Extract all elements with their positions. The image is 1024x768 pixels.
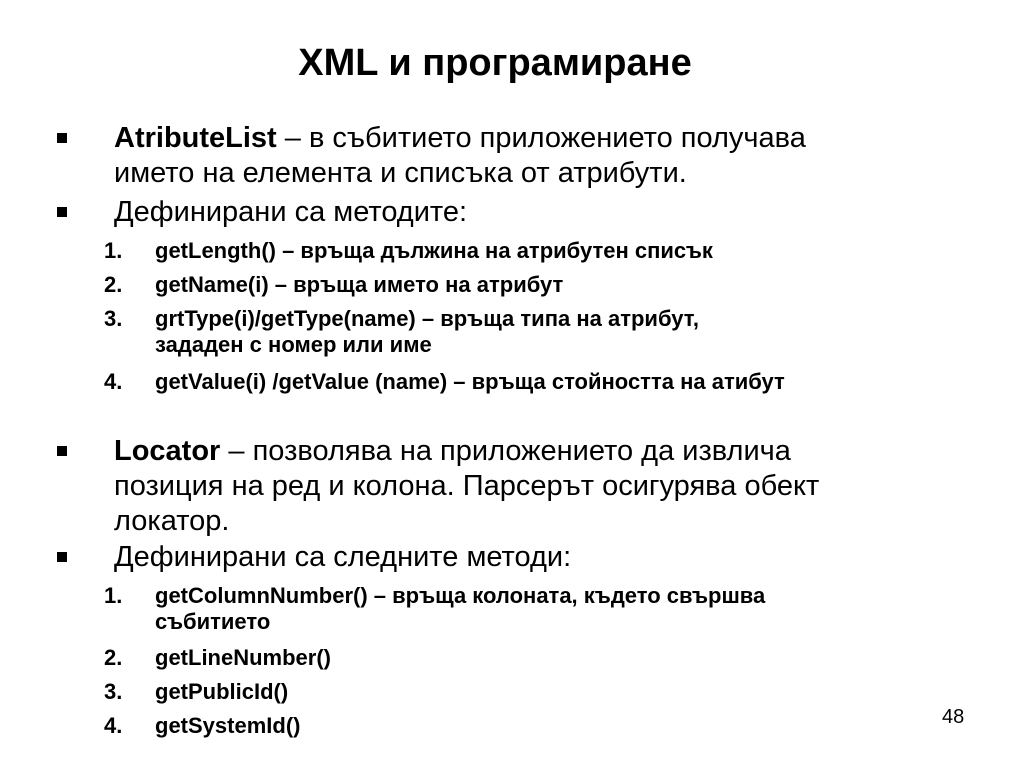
item-line1: grtType(i)/getType(name) – връща типа на атрибут, [155, 306, 699, 331]
bullet-text [114, 434, 974, 539]
square-bullet-icon [57, 446, 67, 456]
bullet-text: Дефинирани са методите: [114, 196, 468, 228]
term-locator: Locator [114, 435, 221, 467]
bullet-line2: позиция на ред и колона. Парсерът осигурява обект [114, 470, 820, 502]
item-text: getPublicId() [155, 679, 289, 704]
square-bullet-icon [57, 207, 67, 217]
term-atributelist: AtributeList [114, 122, 277, 154]
item-number: 4. [104, 369, 123, 394]
item-text [155, 306, 995, 358]
item-number: 1. [104, 583, 123, 608]
page-number: 48 [942, 706, 965, 728]
item-line2: зададен с номер или име [155, 332, 432, 357]
item-number: 1. [104, 238, 123, 263]
item-text [155, 583, 995, 635]
bullet-line3: локатор. [114, 505, 230, 537]
item-line2: събитието [155, 609, 271, 634]
square-bullet-icon [57, 552, 67, 562]
slide-title: XML и програмиране [298, 42, 692, 84]
item-text: getSystemId() [155, 713, 301, 738]
item-text: getLength() – връща дължина на атрибутен списък [155, 238, 713, 263]
item-number: 2. [104, 645, 123, 670]
item-line1: getColumnNumber() – връща колоната, където свършва [155, 583, 766, 608]
bullet-rest: – позволява на приложението да извлича [220, 435, 791, 467]
item-text: getLineNumber() [155, 645, 331, 670]
bullet-text [114, 121, 974, 191]
item-number: 3. [104, 679, 123, 704]
item-number: 3. [104, 306, 123, 331]
item-text: getValue(i) /getValue (name) – връща стойността на атибут [155, 369, 785, 394]
item-number: 4. [104, 713, 123, 738]
item-text: getName(i) – връща името на атрибут [155, 272, 564, 297]
item-number: 2. [104, 272, 123, 297]
square-bullet-icon [57, 133, 67, 143]
bullet-line2: името на елемента и списъка от атрибути. [114, 157, 687, 189]
bullet-text: Дефинирани са следните методи: [114, 541, 572, 573]
bullet-rest: – в събитието приложението получава [276, 122, 806, 154]
